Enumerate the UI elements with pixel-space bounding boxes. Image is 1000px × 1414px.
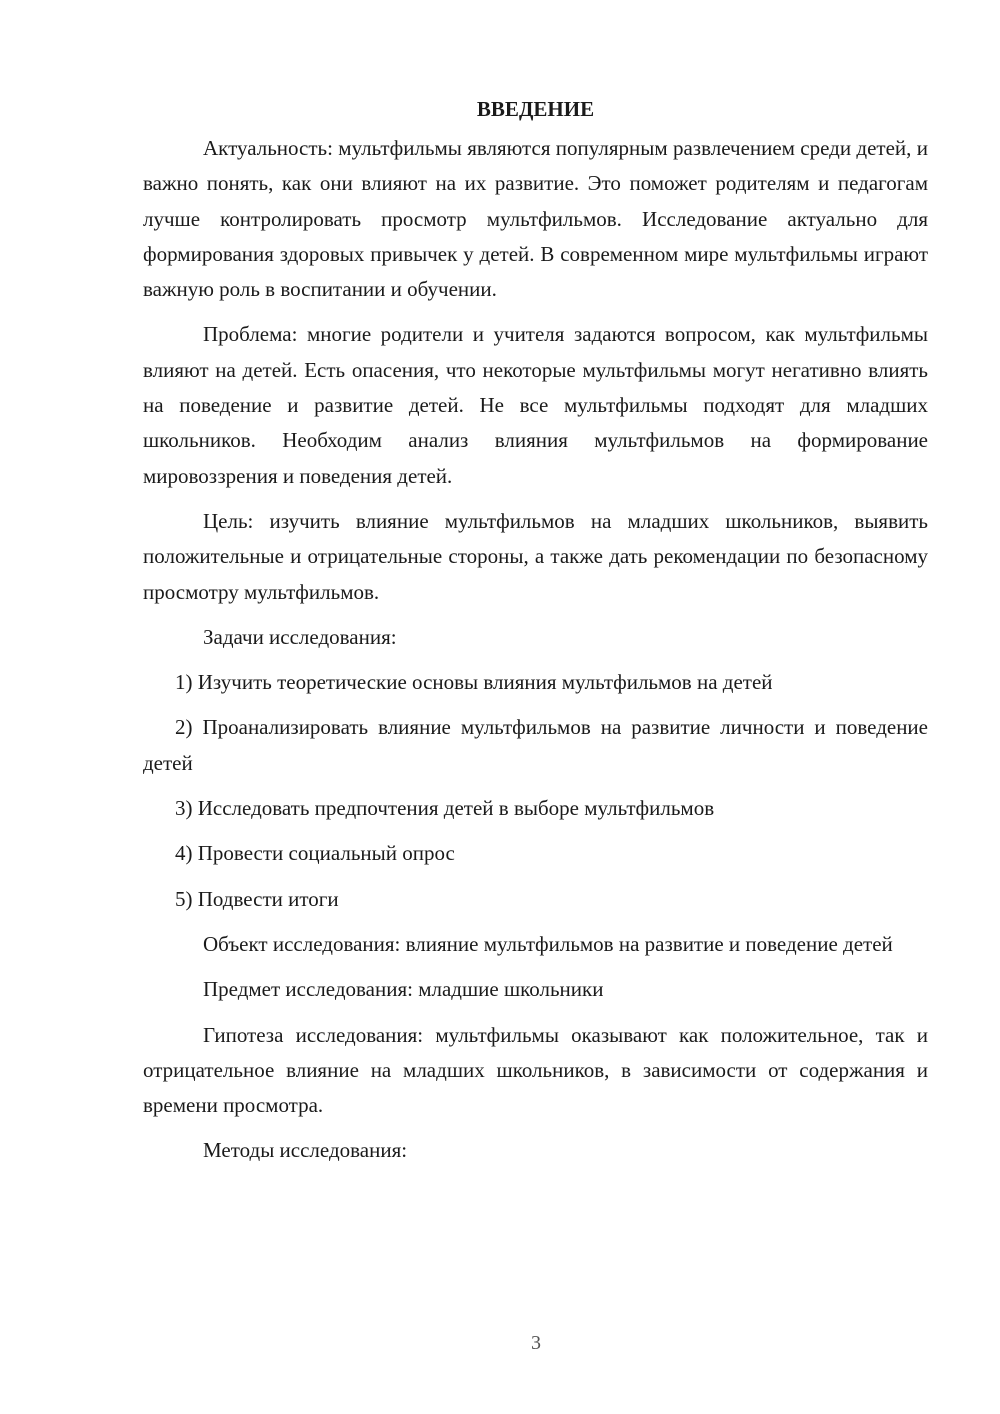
paragraph-subject: Предмет исследования: младшие школьники: [203, 977, 604, 1002]
paragraph-relevance: Актуальность: мультфильмы являются популярным развлечением среди детей, и важно понять, как они влияют на их развитие. Это поможет родителям и педагогам лучше контролировать просмотр мультфильмов. Исследование актуально для формирования здоровых привычек у детей. В современном мире мультфильмы играют важную роль в воспитании и обучении.: [143, 136, 928, 302]
list-item: 2) Проанализировать влияние мультфильмов на развитие личности и поведение детей: [143, 715, 928, 775]
page-title: ВВЕДЕНИЕ: [476, 97, 595, 121]
list-item: 4) Провести социальный опрос: [175, 841, 455, 866]
document-page: [143, 92, 928, 1179]
list-item: 5) Подвести итоги: [175, 886, 339, 911]
paragraph-hypothesis: Гипотеза исследования: мультфильмы оказывают как положительное, так и отрицательное влияние на младших школьников, в зависимости от содержания и времени просмотра.: [143, 1022, 928, 1118]
page-number: 3: [531, 1332, 541, 1354]
list-item: 3) Исследовать предпочтения детей в выборе мультфильмов: [175, 796, 715, 821]
list-item: 1) Изучить теоретические основы влияния мультфильмов на детей: [175, 670, 773, 695]
paragraph-problem: Проблема: многие родители и учителя задаются вопросом, как мультфильмы влияют на детей. Есть опасения, что некоторые мультфильмы могут негативно влиять на поведение и развитие детей. Не все мультфильмы подходят для младших школьников. Необходим анализ влияния мультфильмов на формирование мировоззрения и поведения детей.: [143, 322, 928, 488]
tasks-heading: Задачи исследования:: [203, 624, 397, 649]
paragraph-object: Объект исследования: влияние мультфильмов на развитие и поведение детей: [203, 931, 893, 956]
paragraph-goal: Цель: изучить влияние мультфильмов на младших школьников, выявить положительные и отрицательные стороны, а также дать рекомендации по безопасному просмотру мультфильмов.: [143, 508, 928, 604]
methods-heading: Методы исследования:: [203, 1138, 408, 1163]
tasks-list: [143, 665, 928, 917]
